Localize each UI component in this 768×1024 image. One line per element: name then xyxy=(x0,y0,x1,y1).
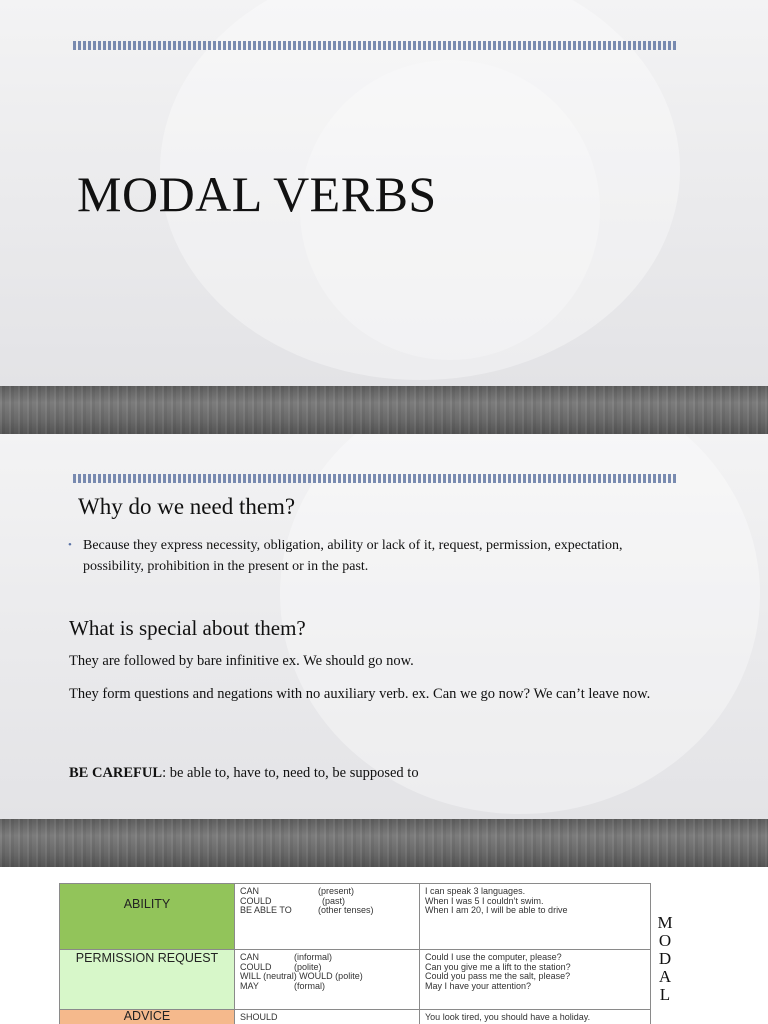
be-careful-text: : be able to, have to, need to, be supposed to xyxy=(162,765,419,781)
examples-cell: I can speak 3 languages. When I was 5 I couldn’t swim. When I am 20, I will be able to drive xyxy=(420,884,651,950)
vertical-modal-label: M O D A L xyxy=(657,913,673,1004)
table-row xyxy=(60,1010,651,1024)
verb-line: CAN (informal) xyxy=(240,952,333,962)
bare-infinitive-text: They are followed by bare infinitive ex. We should go now. xyxy=(69,653,414,669)
slide-title-text: MODAL VERBS xyxy=(77,166,437,222)
table-row xyxy=(60,950,651,1010)
background-swoosh xyxy=(280,434,760,814)
special-heading: What is special about them? xyxy=(69,616,306,640)
verbs-cell xyxy=(235,950,420,1010)
modal-verbs-table xyxy=(59,883,651,1024)
concrete-divider xyxy=(0,819,768,867)
be-careful-note xyxy=(69,765,419,782)
verb-line: COULD (polite) xyxy=(240,961,322,972)
verbs-cell xyxy=(235,884,420,950)
verb-line: BE ABLE TO (other tenses) xyxy=(240,905,374,915)
why-heading: Why do we need them? xyxy=(78,494,296,519)
category-cell: PERMISSION REQUEST xyxy=(60,950,235,1010)
reason-bullet xyxy=(68,535,658,577)
bullet-icon: • xyxy=(68,539,72,551)
category-cell: ABILITY xyxy=(60,884,235,950)
decorative-dash-bar xyxy=(73,41,677,50)
table-row xyxy=(60,884,651,950)
verbs-cell xyxy=(235,1010,420,1024)
slide-table xyxy=(44,867,696,1024)
questions-negations-text: They form questions and negations with no auxiliary verb. ex. Can we go now? We can’t leave now. xyxy=(69,686,651,702)
verb-line: WILL (neutral) WOULD (polite) xyxy=(240,971,363,981)
decorative-dash-bar xyxy=(73,474,677,483)
be-careful-label: BE CAREFUL xyxy=(69,765,163,781)
category-cell: ADVICE xyxy=(60,1010,235,1024)
verb-line: CAN (present) xyxy=(240,886,355,896)
verb-line: COULD (past) xyxy=(240,895,346,906)
slide-title xyxy=(0,0,768,386)
reason-text: Because they express necessity, obligation, ability or lack of it, request, permission, expectation, possibility, prohibition in the present or in the past. xyxy=(83,538,623,574)
examples-cell: Could I use the computer, please? Can you give me a lift to the station? Could you pass me the salt, please? May I have your attention? xyxy=(420,950,651,1010)
examples-cell: You look tired, you should have a holiday. xyxy=(420,1010,651,1024)
verb-line: SHOULD xyxy=(240,1012,278,1022)
verb-line: MAY (formal) xyxy=(240,980,325,991)
concrete-divider xyxy=(0,386,768,434)
